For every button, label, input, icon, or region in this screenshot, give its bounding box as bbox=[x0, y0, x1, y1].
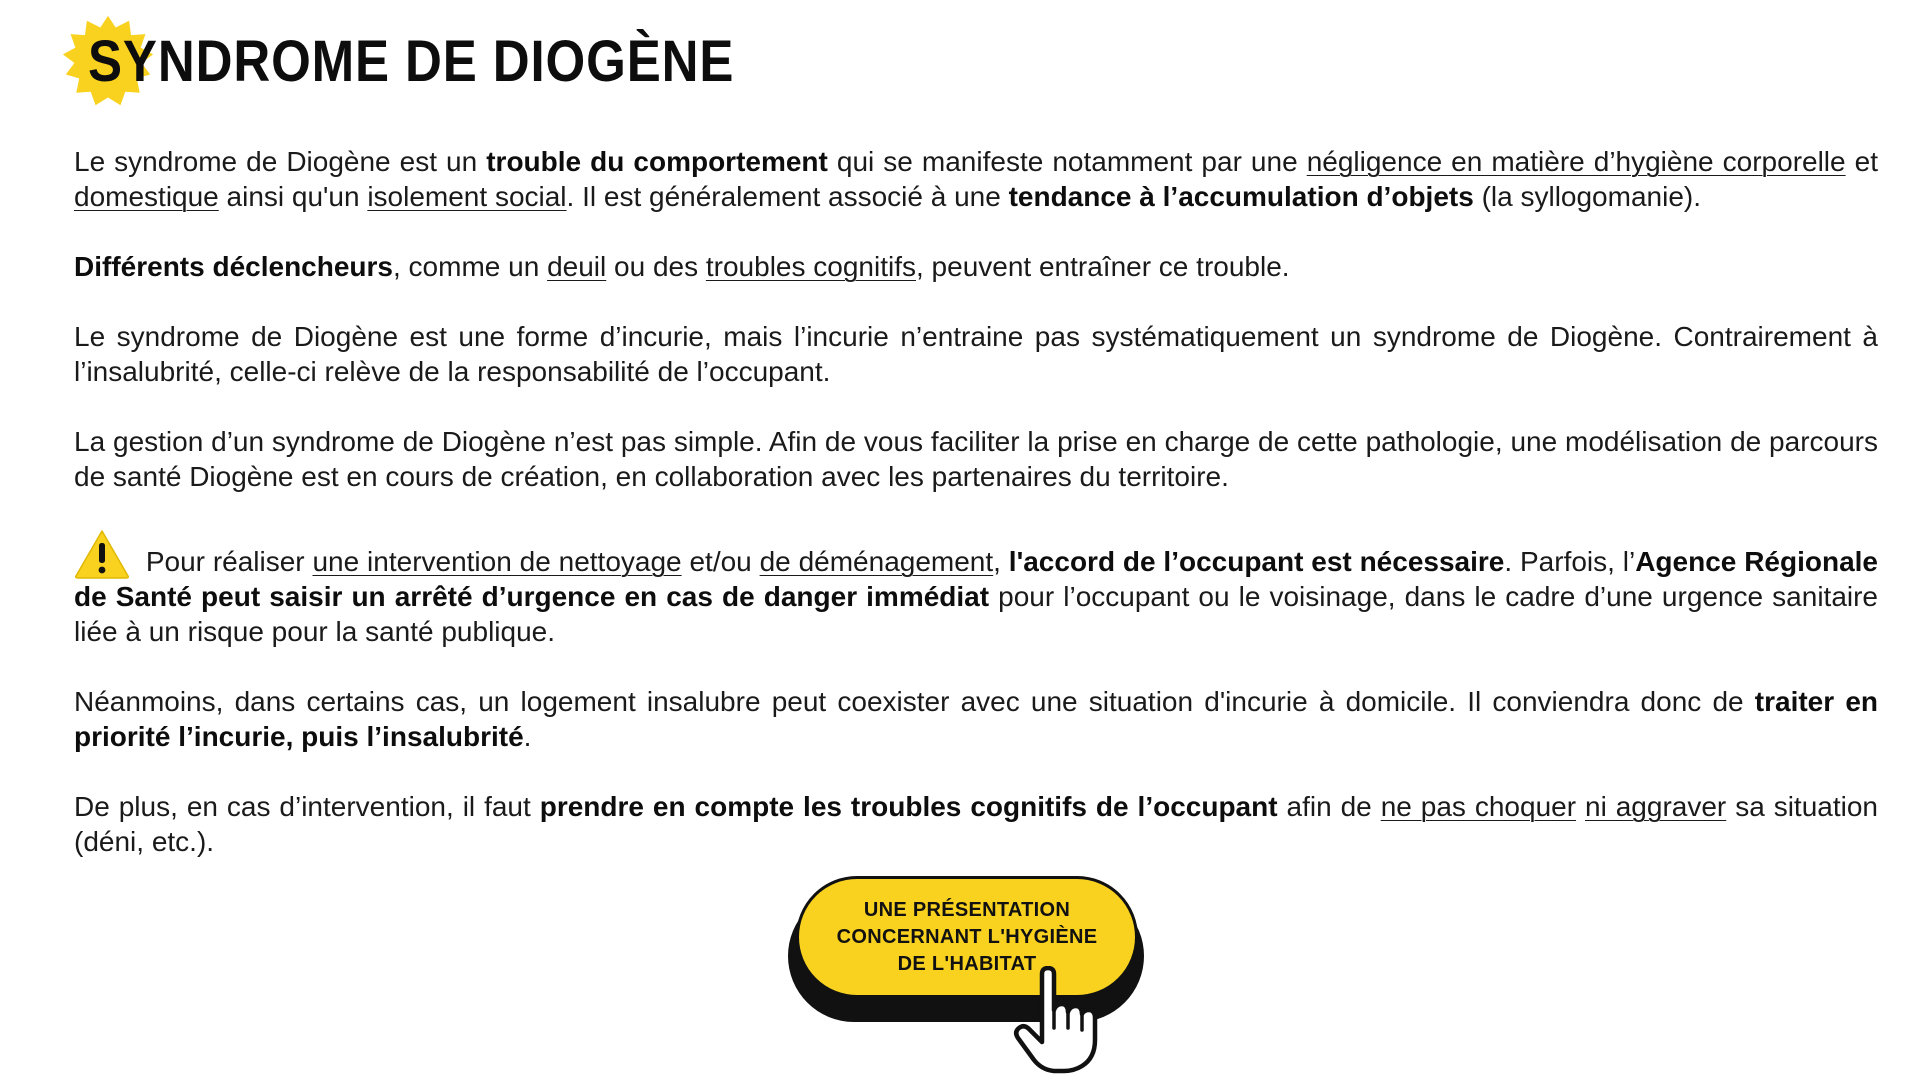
bold-text: traiter en priorité l’incurie, puis l’insalubrité bbox=[74, 686, 1878, 752]
paragraph-declencheurs bbox=[74, 249, 1878, 284]
bold-text: tendance à l’accumulation d’objets bbox=[1008, 181, 1474, 212]
link-domestique[interactable]: domestique bbox=[74, 181, 219, 212]
text: afin de bbox=[1277, 791, 1381, 822]
text: et bbox=[1845, 146, 1878, 177]
text: , comme un bbox=[393, 251, 548, 282]
text: , bbox=[993, 546, 1009, 577]
paragraph-insalubrite bbox=[74, 684, 1878, 754]
link-demenagement[interactable]: de déménagement bbox=[759, 546, 994, 577]
text: et/ou bbox=[681, 546, 760, 577]
bold-text: Agence Régionale de Santé peut saisir un arrêté d’urgence en cas de danger immédiat bbox=[74, 546, 1878, 612]
link-ne-pas-choquer[interactable]: ne pas choquer bbox=[1380, 791, 1577, 822]
presentation-button-label: UNE PRÉSENTATION CONCERNANT L'HYGIÈNE DE L'HABITAT bbox=[836, 898, 1098, 975]
link-intervention-nettoyage[interactable]: une intervention de nettoyage bbox=[312, 546, 682, 577]
text: . Parfois, l’ bbox=[1504, 546, 1636, 577]
text: , peuvent entraîner ce trouble. bbox=[915, 251, 1290, 282]
text: . Il est généralement associé à une bbox=[566, 181, 1009, 212]
paragraph-intervention bbox=[74, 529, 1878, 649]
pointer-hand-icon bbox=[1012, 966, 1102, 1074]
text: De plus, en cas d’intervention, il faut bbox=[74, 791, 540, 822]
paragraph-incurie bbox=[74, 319, 1878, 389]
text: (la syllogomanie). bbox=[1473, 181, 1701, 212]
text: La gestion d’un syndrome de Diogène n’est pas simple. Afin de vous faciliter la prise en charge de cette pathologie, une modélisation de parcours de santé Diogène est en cours de création, en collaboration avec les partenaires du territoire. bbox=[74, 426, 1878, 492]
text: ou des bbox=[606, 251, 706, 282]
link-hygiene-corporelle[interactable]: négligence en matière d’hygiène corporelle bbox=[1306, 146, 1846, 177]
text: qui se manifeste notamment par une bbox=[827, 146, 1307, 177]
text: Le syndrome de Diogène est un bbox=[74, 146, 487, 177]
text: Néanmoins, dans certains cas, un logement insalubre peut coexister avec une situation d'incurie à domicile. Il conviendra donc de bbox=[74, 686, 1755, 717]
bold-text: Différents déclencheurs bbox=[74, 251, 393, 282]
text: pour l’occupant ou le voisinage, dans le cadre d’une urgence sanitaire liée à un risque pour la santé publique. bbox=[74, 581, 1879, 647]
text: Le syndrome de Diogène est une forme d’incurie, mais l’incurie n’entraine pas systématiquement un syndrome de Diogène. Contrairement à l’insalubrité, celle-ci relève de la responsabilité de l’occupant. bbox=[74, 321, 1878, 387]
link-isolement-social[interactable]: isolement social bbox=[367, 181, 567, 212]
paragraph-gestion bbox=[74, 424, 1878, 494]
bold-text: l'accord de l’occupant est nécessaire bbox=[1008, 546, 1505, 577]
page-content bbox=[74, 18, 1878, 894]
paragraph-definition bbox=[74, 144, 1878, 214]
text bbox=[1576, 791, 1585, 822]
text: sa situation (déni, etc.). bbox=[74, 791, 1878, 857]
paragraph-troubles-cognitifs bbox=[74, 789, 1878, 859]
bold-text: prendre en compte les troubles cognitifs de l’occupant bbox=[539, 791, 1278, 822]
cta-container bbox=[788, 876, 1148, 1076]
link-ni-aggraver[interactable]: ni aggraver bbox=[1585, 791, 1727, 822]
text: . bbox=[523, 721, 532, 752]
title-block bbox=[74, 18, 1878, 110]
text: Pour réaliser bbox=[138, 546, 313, 577]
text: ainsi qu'un bbox=[218, 181, 368, 212]
link-deuil[interactable]: deuil bbox=[547, 251, 607, 282]
article-body bbox=[74, 144, 1878, 859]
bold-text: trouble du comportement bbox=[486, 146, 828, 177]
warning-icon bbox=[74, 529, 130, 579]
link-troubles-cognitifs[interactable]: troubles cognitifs bbox=[705, 251, 916, 282]
page-title: SYNDROME DE DIOGÈNE bbox=[88, 29, 735, 94]
